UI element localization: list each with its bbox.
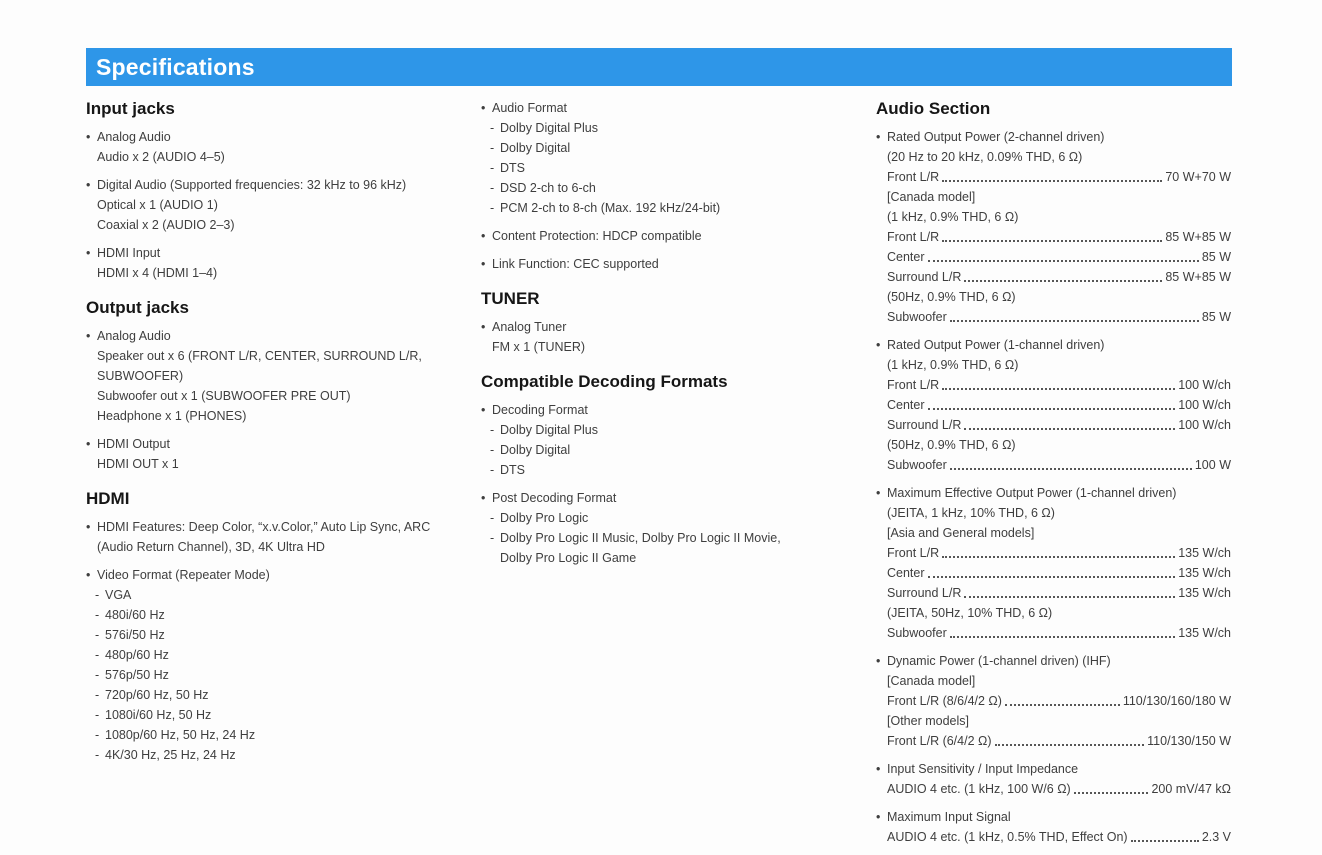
spec-item-label: Analog Audio [97, 130, 171, 144]
spec-value-row [876, 267, 1231, 287]
bullet-icon: • [481, 320, 486, 334]
bullet-icon: • [876, 810, 881, 824]
spec-label: Center [887, 398, 925, 412]
dash-icon: - [95, 708, 100, 722]
leader-dots [942, 388, 1175, 390]
leader-dots [928, 260, 1199, 262]
spec-subitem [481, 158, 876, 178]
spec-subitem-label: 1080p/60 Hz, 50 Hz, 24 Hz [105, 728, 256, 742]
spec-subitem-label: DSD 2-ch to 6-ch [500, 181, 596, 195]
spec-line: (1 kHz, 0.9% THD, 6 Ω) [887, 358, 1019, 372]
spec-value-row [876, 543, 1231, 563]
dash-icon: - [490, 161, 495, 175]
page-banner [86, 48, 1232, 86]
spec-value: 100 W/ch [1178, 398, 1231, 412]
spec-subitem-label: VGA [105, 588, 132, 602]
bullet-icon: • [86, 329, 91, 343]
spec-item [876, 759, 1231, 799]
spec-item-title [481, 226, 876, 246]
bullet-icon: • [481, 229, 486, 243]
spec-subitem [481, 198, 876, 218]
bullet-icon: • [876, 338, 881, 352]
spec-item-title [876, 127, 1231, 147]
spec-line: Subwoofer out x 1 (SUBWOOFER PRE OUT) [97, 389, 351, 403]
spec-item-label: Rated Output Power (2-channel driven) [887, 130, 1105, 144]
spec-label: AUDIO 4 etc. (1 kHz, 100 W/6 Ω) [887, 782, 1071, 796]
spec-item-title [876, 651, 1231, 671]
spec-value: 110/130/150 W [1147, 734, 1231, 748]
spec-label: Surround L/R [887, 418, 962, 432]
spec-subitem [481, 178, 876, 198]
leader-dots [928, 576, 1176, 578]
spec-value: 85 W [1201, 310, 1231, 324]
spec-line: (1 kHz, 0.9% THD, 6 Ω) [887, 210, 1019, 224]
spec-line: Coaxial x 2 (AUDIO 2–3) [97, 218, 235, 232]
spec-item [481, 400, 876, 480]
bullet-icon: • [86, 568, 91, 582]
spec-value-row [876, 307, 1231, 327]
spec-subitem-continuation: Dolby Pro Logic II Game [500, 551, 637, 565]
spec-item-title [481, 98, 876, 118]
spec-label: Surround L/R [887, 586, 962, 600]
dash-icon: - [490, 463, 495, 477]
spec-item [876, 127, 1231, 327]
spec-item-title [86, 565, 481, 585]
spec-subitem-label: 1080i/60 Hz, 50 Hz [105, 708, 212, 722]
spec-value-row [876, 375, 1231, 395]
spec-value: 135 W/ch [1178, 566, 1231, 580]
spec-item-label: Video Format (Repeater Mode) [97, 568, 270, 582]
spec-label: Front L/R (6/4/2 Ω) [887, 734, 992, 748]
spec-value-row [876, 827, 1231, 847]
spec-value-row [876, 691, 1231, 711]
spec-subitem-label: PCM 2-ch to 8-ch (Max. 192 kHz/24-bit) [500, 201, 721, 215]
spec-item-title [86, 517, 481, 537]
dash-icon: - [95, 628, 100, 642]
spec-item [481, 98, 876, 218]
spec-item-title [481, 400, 876, 420]
spec-item-label: Analog Audio [97, 329, 171, 343]
spec-item-label: Analog Tuner [492, 320, 567, 334]
spec-subitem-label: Dolby Pro Logic II Music, Dolby Pro Logic II Movie, [500, 531, 781, 545]
dash-icon: - [95, 588, 100, 602]
spec-subitem-label: 480i/60 Hz [105, 608, 165, 622]
spec-item [86, 565, 481, 765]
spec-item-label: Maximum Effective Output Power (1-channel driven) [887, 486, 1177, 500]
spec-item-title [86, 127, 481, 147]
spec-value-row [876, 563, 1231, 583]
spec-item-title [876, 807, 1231, 827]
section-heading: Output jacks [86, 298, 189, 317]
specifications-page [86, 48, 1232, 855]
leader-dots [964, 428, 1175, 430]
spec-value: 85 W+85 W [1165, 270, 1231, 284]
spec-value-row [876, 167, 1231, 187]
spec-value-row [876, 227, 1231, 247]
column-right [876, 98, 1231, 855]
spec-label: Subwoofer [887, 310, 947, 324]
spec-label: Surround L/R [887, 270, 962, 284]
spec-subitem-label: 720p/60 Hz, 50 Hz [105, 688, 209, 702]
spec-subitem [86, 725, 481, 745]
spec-subitem [86, 585, 481, 605]
dash-icon: - [95, 728, 100, 742]
spec-line: Speaker out x 6 (FRONT L/R, CENTER, SURROUND L/R, [97, 349, 422, 363]
spec-item-label: Rated Output Power (1-channel driven) [887, 338, 1105, 352]
spec-label: Center [887, 566, 925, 580]
column-left [86, 98, 481, 855]
spec-line: (JEITA, 1 kHz, 10% THD, 6 Ω) [887, 506, 1055, 520]
dash-icon: - [490, 181, 495, 195]
leader-dots [950, 468, 1192, 470]
page-title: Specifications [96, 53, 255, 80]
spec-line: HDMI x 4 (HDMI 1–4) [97, 266, 218, 280]
leader-dots [950, 636, 1175, 638]
spec-item-label: Link Function: CEC supported [492, 257, 659, 271]
spec-line: [Asia and General models] [887, 526, 1035, 540]
spec-item [876, 483, 1231, 643]
spec-subitem [86, 645, 481, 665]
spec-value: 2.3 V [1201, 830, 1231, 844]
bullet-icon: • [876, 130, 881, 144]
spec-item-label: Digital Audio (Supported frequencies: 32 kHz to 96 kHz) [97, 178, 407, 192]
spec-item-title [876, 483, 1231, 503]
bullet-icon: • [876, 486, 881, 500]
spec-label: Center [887, 250, 925, 264]
dash-icon: - [490, 423, 495, 437]
spec-item [86, 434, 481, 474]
spec-item-label: Decoding Format [492, 403, 588, 417]
dash-icon: - [490, 443, 495, 457]
bullet-icon: • [876, 654, 881, 668]
spec-subitem [86, 745, 481, 765]
spec-line: [Other models] [887, 714, 969, 728]
spec-label: AUDIO 4 etc. (1 kHz, 0.5% THD, Effect On) [887, 830, 1128, 844]
spec-line: FM x 1 (TUNER) [492, 340, 586, 354]
spec-columns [86, 98, 1232, 855]
spec-value-row [876, 583, 1231, 603]
leader-dots [1074, 792, 1149, 794]
dash-icon: - [490, 201, 495, 215]
spec-item [481, 317, 876, 357]
dash-icon: - [490, 121, 495, 135]
spec-subitem [86, 665, 481, 685]
spec-subitem [481, 508, 876, 528]
spec-value-row [876, 395, 1231, 415]
spec-item [86, 517, 481, 557]
column-middle [481, 98, 876, 855]
dash-icon: - [95, 668, 100, 682]
spec-subitem-label: Dolby Digital [500, 443, 571, 457]
spec-item-title [481, 317, 876, 337]
spec-value-row [876, 779, 1231, 799]
spec-item-label: Post Decoding Format [492, 491, 617, 505]
leader-dots [942, 240, 1162, 242]
leader-dots [942, 180, 1162, 182]
spec-subitem [86, 685, 481, 705]
spec-line: Headphone x 1 (PHONES) [97, 409, 247, 423]
dash-icon: - [95, 748, 100, 762]
spec-line: SUBWOOFER) [97, 369, 184, 383]
spec-subitem [481, 528, 876, 548]
spec-item [481, 488, 876, 568]
spec-item [876, 807, 1231, 847]
spec-value: 135 W/ch [1178, 546, 1231, 560]
spec-value-row [876, 623, 1231, 643]
spec-item-label: HDMI Output [97, 437, 170, 451]
bullet-icon: • [481, 257, 486, 271]
spec-item [86, 326, 481, 426]
spec-line: (50Hz, 0.9% THD, 6 Ω) [887, 290, 1016, 304]
spec-label: Front L/R [887, 546, 940, 560]
dash-icon: - [95, 648, 100, 662]
spec-value: 70 W+70 W [1165, 170, 1231, 184]
spec-line: Optical x 1 (AUDIO 1) [97, 198, 218, 212]
spec-item-title [86, 243, 481, 263]
spec-subitem-label: 576i/50 Hz [105, 628, 165, 642]
dash-icon: - [490, 531, 495, 545]
leader-dots [995, 744, 1145, 746]
bullet-icon: • [86, 437, 91, 451]
section-heading: TUNER [481, 289, 540, 308]
spec-label: Front L/R [887, 378, 940, 392]
spec-subitem [86, 625, 481, 645]
spec-item-title [86, 326, 481, 346]
spec-value-row [876, 455, 1231, 475]
bullet-icon: • [481, 101, 486, 115]
spec-item [481, 254, 876, 274]
spec-value: 100 W/ch [1178, 418, 1231, 432]
spec-label: Subwoofer [887, 626, 947, 640]
spec-subitem-label: Dolby Digital [500, 141, 571, 155]
section-heading: Compatible Decoding Formats [481, 372, 728, 391]
spec-subitem-label: DTS [500, 463, 525, 477]
spec-item-title [86, 434, 481, 454]
leader-dots [964, 280, 1162, 282]
spec-label: Front L/R [887, 170, 940, 184]
spec-value: 135 W/ch [1178, 586, 1231, 600]
spec-subitem-label: Dolby Digital Plus [500, 423, 598, 437]
spec-value: 200 mV/47 kΩ [1151, 782, 1231, 796]
dash-icon: - [490, 511, 495, 525]
spec-item-title [481, 488, 876, 508]
spec-value: 85 W [1201, 250, 1231, 264]
spec-item-title [876, 759, 1231, 779]
spec-item-label: HDMI Features: Deep Color, “x.v.Color,” Auto Lip Sync, ARC [97, 520, 431, 534]
leader-dots [942, 556, 1175, 558]
leader-dots [1131, 840, 1199, 842]
spec-subitem [481, 118, 876, 138]
section-heading: HDMI [86, 489, 130, 508]
dash-icon: - [490, 141, 495, 155]
spec-value: 100 W/ch [1178, 378, 1231, 392]
spec-item [876, 335, 1231, 475]
bullet-icon: • [481, 403, 486, 417]
spec-value: 110/130/160/180 W [1122, 694, 1231, 708]
spec-item-label: Input Sensitivity / Input Impedance [887, 762, 1079, 776]
spec-subitem [481, 460, 876, 480]
spec-value: 135 W/ch [1178, 626, 1231, 640]
spec-item-label: Maximum Input Signal [887, 810, 1011, 824]
spec-subitem [86, 605, 481, 625]
bullet-icon: • [86, 246, 91, 260]
spec-item-label: HDMI Input [97, 246, 161, 260]
spec-item-title [86, 175, 481, 195]
spec-line: (JEITA, 50Hz, 10% THD, 6 Ω) [887, 606, 1053, 620]
spec-label: Front L/R (8/6/4/2 Ω) [887, 694, 1002, 708]
spec-subitem-label: 4K/30 Hz, 25 Hz, 24 Hz [105, 748, 236, 762]
spec-subitem [86, 705, 481, 725]
spec-item-label: Audio Format [492, 101, 568, 115]
leader-dots [964, 596, 1175, 598]
spec-subitem-label: DTS [500, 161, 525, 175]
spec-line: [Canada model] [887, 190, 976, 204]
spec-value-row [876, 247, 1231, 267]
spec-subitem [481, 440, 876, 460]
spec-subitem-label: Dolby Digital Plus [500, 121, 598, 135]
spec-line: (Audio Return Channel), 3D, 4K Ultra HD [97, 540, 325, 554]
bullet-icon: • [876, 762, 881, 776]
bullet-icon: • [86, 130, 91, 144]
spec-item-label: Content Protection: HDCP compatible [492, 229, 702, 243]
spec-label: Subwoofer [887, 458, 947, 472]
dash-icon: - [95, 688, 100, 702]
leader-dots [950, 320, 1199, 322]
bullet-icon: • [86, 520, 91, 534]
spec-item-title [876, 335, 1231, 355]
spec-item [86, 175, 481, 235]
spec-subitem-label: 576p/50 Hz [105, 668, 169, 682]
bullet-icon: • [481, 491, 486, 505]
spec-item [86, 243, 481, 283]
spec-label: Front L/R [887, 230, 940, 244]
spec-value-row [876, 415, 1231, 435]
spec-line: (20 Hz to 20 kHz, 0.09% THD, 6 Ω) [887, 150, 1083, 164]
spec-item [481, 226, 876, 246]
spec-line: [Canada model] [887, 674, 976, 688]
spec-subitem [481, 138, 876, 158]
spec-value: 85 W+85 W [1165, 230, 1231, 244]
spec-line: Audio x 2 (AUDIO 4–5) [97, 150, 225, 164]
spec-subitem-label: 480p/60 Hz [105, 648, 169, 662]
section-heading: Input jacks [86, 99, 175, 118]
spec-subitem [481, 420, 876, 440]
spec-item-label: Dynamic Power (1-channel driven) (IHF) [887, 654, 1111, 668]
spec-line: (50Hz, 0.9% THD, 6 Ω) [887, 438, 1016, 452]
spec-item [876, 651, 1231, 751]
section-heading: Audio Section [876, 99, 991, 118]
bullet-icon: • [86, 178, 91, 192]
leader-dots [1005, 704, 1120, 706]
spec-value-row [876, 731, 1231, 751]
spec-item-title [481, 254, 876, 274]
leader-dots [928, 408, 1176, 410]
spec-item [86, 127, 481, 167]
spec-line: HDMI OUT x 1 [97, 457, 179, 471]
spec-subitem-label: Dolby Pro Logic [500, 511, 589, 525]
spec-value: 100 W [1194, 458, 1231, 472]
dash-icon: - [95, 608, 100, 622]
